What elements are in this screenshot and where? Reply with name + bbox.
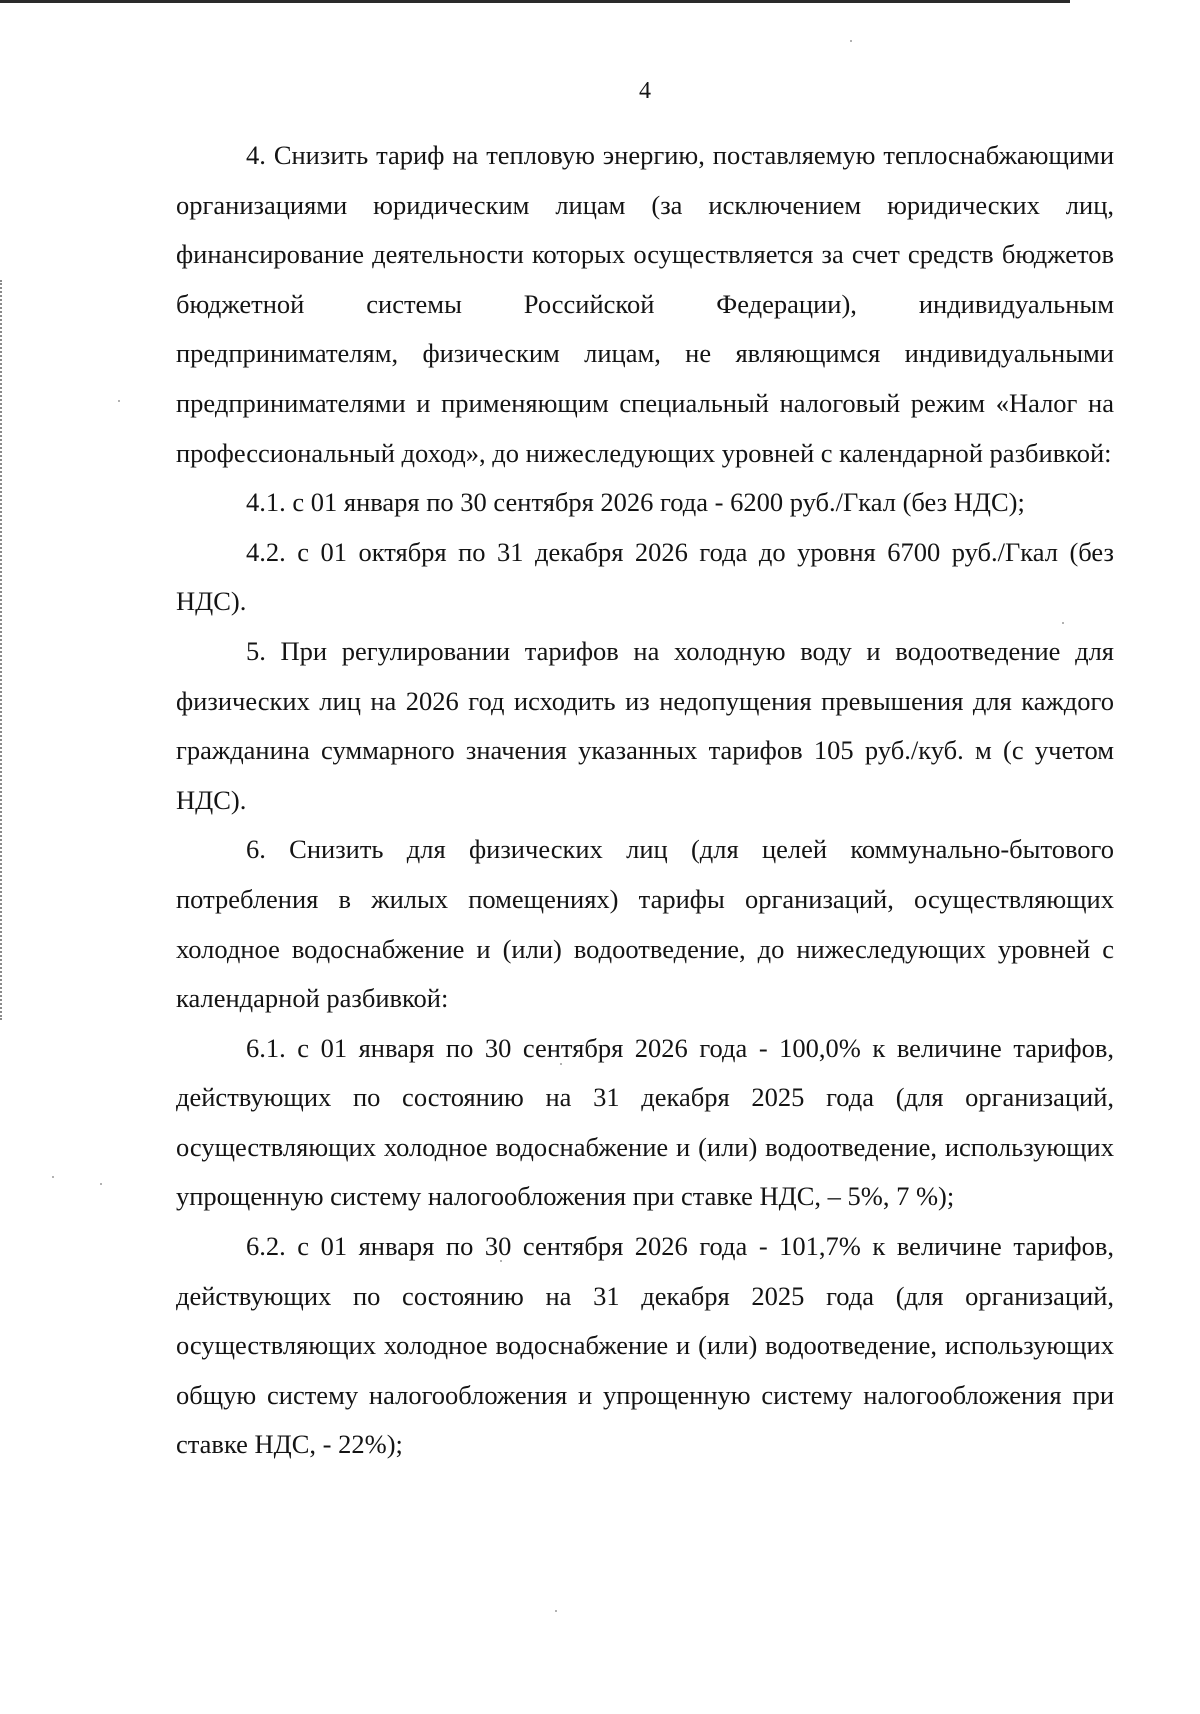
scan-fleck xyxy=(100,1183,102,1185)
paragraph-5: 5. При регулировании тарифов на холодную воду и водоотведение для физических лиц на 2026 год исходить из недопущения превышения для каждого гражданина суммарного значения указанных тарифов 105 руб./куб. м (с учетом НДС). xyxy=(176,635,1114,815)
document-body xyxy=(176,131,1114,1470)
scan-fleck xyxy=(555,1610,557,1612)
scan-fleck xyxy=(118,400,120,402)
page-number: 4 xyxy=(639,78,651,104)
top-border-line xyxy=(0,0,1070,3)
scan-fleck xyxy=(850,40,852,42)
paragraph-6-1: 6.1. с 01 января по 30 сентября 2026 года - 100,0% к величине тарифов, действующих по состоянию на 31 декабря 2025 года (для организаций, осуществляющих холодное водоснабжение и (или) водоотведение, использующих упрощенную систему налогообложения при ставке НДС, – 5%, 7 %); xyxy=(176,1032,1114,1212)
scan-fleck xyxy=(52,1176,54,1178)
scan-edge-marks xyxy=(0,280,5,1020)
paragraph-6-2: 6.2. с 01 января по 30 сентября 2026 года - 101,7% к величине тарифов, действующих по состоянию на 31 декабря 2025 года (для организаций, осуществляющих холодное водоснабжение и (или) водоотведение, использующих общую систему налогообложения и упрощенную систему налогообложения при ставке НДС, - 22%); xyxy=(176,1231,1114,1460)
paragraph-4-1: 4.1. с 01 января по 30 сентября 2026 года - 6200 руб./Гкал (без НДС); xyxy=(246,487,1025,518)
paragraph-6: 6. Снизить для физических лиц (для целей коммунально-бытового потребления в жилых помещениях) тарифы организаций, осуществляющих холодное водоснабжение и (или) водоотведение, до нижеследующих уровней с календарной разбивкой: xyxy=(176,834,1114,1014)
paragraph-4: 4. Снизить тариф на тепловую энергию, поставляемую теплоснабжающими организациями юридическим лицам (за исключением юридических лиц, финансирование деятельности которых осуществляется за счет средств бюджетов бюджетной системы Российской Федерации), индивидуальным предпринимателям, физическим лицам, не являющимся индивидуальными предпринимателями и применяющим специальный налоговый режим «Налог на профессиональный доход», до нижеследующих уровней с календарной разбивкой: xyxy=(176,140,1114,468)
paragraph-4-2: 4.2. с 01 октября по 31 декабря 2026 года до уровня 6700 руб./Гкал (без НДС). xyxy=(176,536,1114,617)
